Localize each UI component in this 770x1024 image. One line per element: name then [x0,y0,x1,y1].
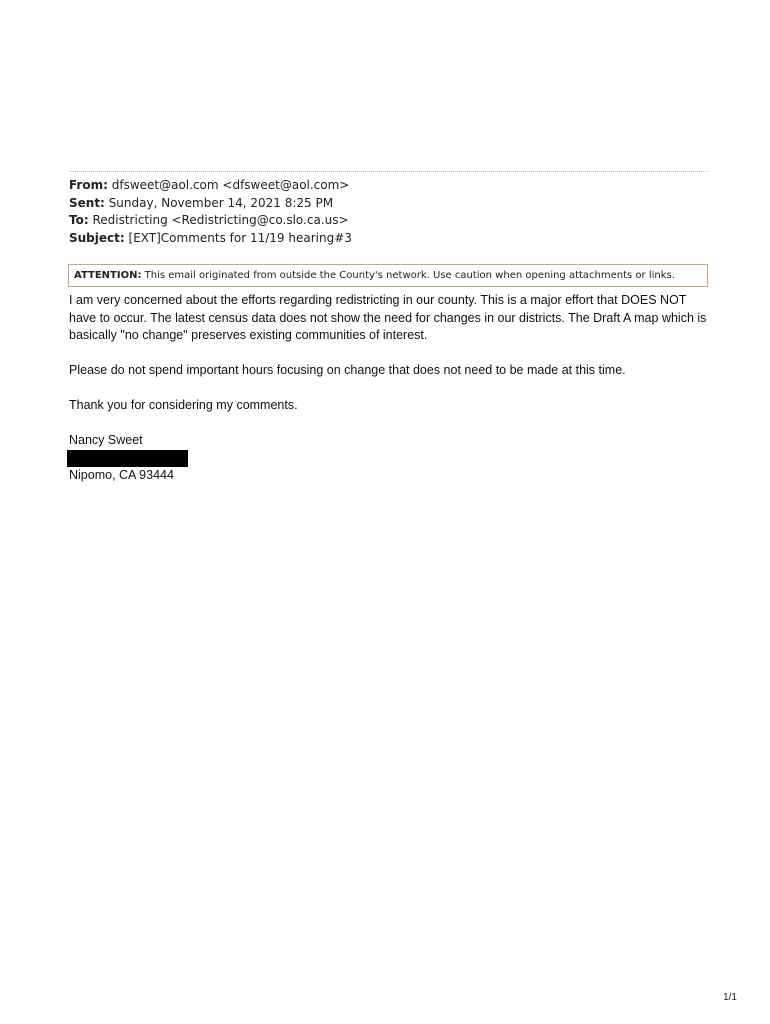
sent-value: Sunday, November 14, 2021 8:25 PM [108,195,334,210]
from-label: From: [69,178,108,192]
to-label: To: [69,213,89,227]
body-paragraph-2: Please do not spend important hours focusing on change that does not need to be made at this time. [69,363,626,377]
body-paragraph-1: I am very concerned about the efforts regarding redistricting in our county. This is a major effort that DOES NOT have to occur. The latest census data does not show the need for changes in our districts. The Draft A map which is basically "no change" preserves existing communities of interest. [69,293,707,342]
from-value: dfsweet@aol.com <dfsweet@aol.com> [111,178,350,192]
attention-label: ATTENTION: [74,270,142,281]
sent-label: Sent: [69,195,105,210]
attention-message: This email originated from outside the County's network. Use caution when opening attachments or links. [144,270,675,281]
page-number: 1/1 [723,992,737,1003]
from-line [69,177,709,195]
subject-value: [EXT]Comments for 11/19 hearing#3 [128,230,352,245]
redacted-address-block [67,450,188,467]
email-header [69,177,709,247]
subject-line [69,230,709,248]
signature-name: Nancy Sweet [69,433,143,447]
subject-label: Subject: [69,230,125,245]
signature-city-line: Nipomo, CA 93444 [69,468,174,482]
header-divider [69,171,708,172]
body-paragraph-3: Thank you for considering my comments. [69,398,298,412]
external-email-warning-banner [68,264,708,287]
sent-line [69,195,709,213]
to-line [69,212,709,230]
to-value: Redistricting <Redistricting@co.slo.ca.us> [92,213,349,227]
